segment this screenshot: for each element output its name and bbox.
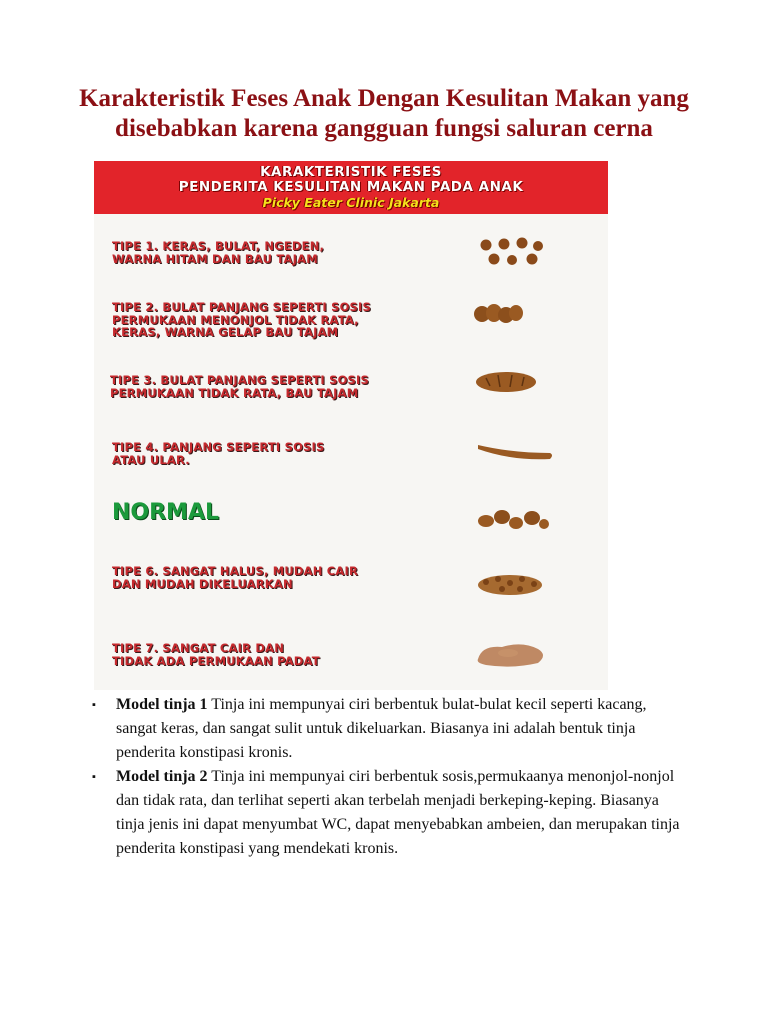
list-item	[90, 693, 680, 765]
type-6-label: TIPE 6. SANGAT HALUS, MUDAH CAIR DAN MUDAH DIKELUARKAN	[112, 564, 359, 591]
type-7-label: TIPE 7. SANGAT CAIR DAN TIDAK ADA PERMUKAAN PADAT	[112, 641, 320, 668]
page-title: Karakteristik Feses Anak Dengan Kesulitan Makan yang disebabkan karena gangguan fungsi saluran cerna	[79, 85, 689, 142]
list-item-text: Tinja ini mempunyai ciri berbentuk sosis,permukaanya menonjol-nonjol dan tidak rata, dan terlihat seperti akan terbelah menjadi berkeping-keping. Biasanya tinja jenis ini dapat menyumbat WC, dapat menyebabkan ambeien, dan merupakan tinja penderita konstipasi yang mendekati kronis.	[116, 768, 680, 857]
bullet-icon: ▪	[92, 771, 96, 783]
pellet-stool-icon	[472, 235, 552, 269]
type-4-label: TIPE 4. PANJANG SEPERTI SOSIS ATAU ULAR.	[112, 440, 325, 467]
banner-subtitle: PENDERITA KESULITAN MAKAN PADA ANAK	[178, 179, 524, 195]
infographic-banner	[94, 161, 608, 214]
type-1-label: TIPE 1. KERAS, BULAT, NGEDEN, WARNA HITAM DAN BAU TAJAM	[112, 239, 325, 266]
cracked-sausage-stool-icon	[472, 369, 562, 399]
lumpy-sausage-stool-icon	[472, 300, 552, 330]
stool-types-infographic	[94, 161, 608, 690]
mushy-stool-icon	[472, 570, 562, 600]
smooth-snake-stool-icon	[472, 433, 562, 463]
list-item-term: Model tinja 2	[116, 768, 208, 785]
liquid-stool-icon	[472, 639, 562, 671]
list-item-text: Tinja ini mempunyai ciri berbentuk bulat-bulat kecil seperti kacang, sangat keras, dan sangat sulit untuk dikeluarkan. Biasanya ini adalah bentuk tinja penderita konstipasi kronis.	[116, 696, 647, 761]
soft-blobs-stool-icon	[472, 505, 562, 535]
bullet-icon: ▪	[92, 699, 96, 711]
type-3-label: TIPE 3. BULAT PANJANG SEPERTI SOSIS PERMUKAAN TIDAK RATA, BAU TAJAM	[110, 373, 370, 400]
banner-clinic-name: Picky Eater Clinic Jakarta	[262, 195, 440, 210]
list-item-term: Model tinja 1	[116, 696, 208, 713]
banner-title: KARAKTERISTIK FESES	[260, 164, 442, 180]
list-item	[90, 765, 680, 861]
normal-label: NORMAL	[112, 500, 219, 525]
stool-model-list	[90, 693, 680, 861]
type-2-label: TIPE 2. BULAT PANJANG SEPERTI SOSIS PERMUKAAN MENONJOL TIDAK RATA, KERAS, WARNA GELAP BAU TAJAM	[112, 300, 372, 339]
